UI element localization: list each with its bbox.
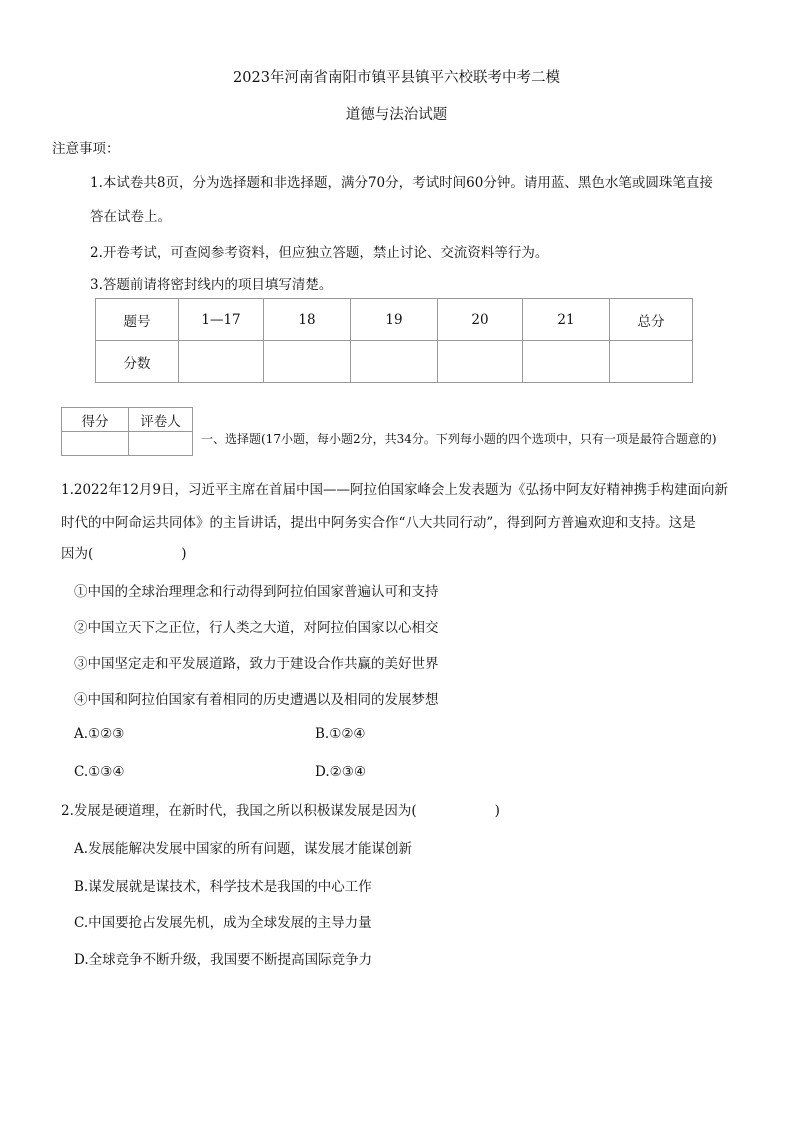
score-cell[interactable] xyxy=(438,341,523,383)
q1-statement-2: ②中国立天下之正位，行人类之大道，对阿拉伯国家以心相交 xyxy=(74,620,439,636)
score-cell[interactable] xyxy=(351,341,438,383)
q1-stem-line3: 因为( ) xyxy=(61,546,187,562)
note-item-2: 2.开卷考试，可查阅参考资料，但应独立答题，禁止讨论、交流资料等行为。 xyxy=(90,245,549,261)
grader-score-label: 得分 xyxy=(62,408,129,432)
score-header-cell: 题号 xyxy=(96,299,179,341)
q2-stem: 2.发展是硬道理，在新时代，我国之所以积极谋发展是因为( ) xyxy=(61,803,500,819)
score-header-cell: 18 xyxy=(264,299,351,341)
q2-option-b[interactable]: B.谋发展就是谋技术，科学技术是我国的中心工作 xyxy=(74,879,372,895)
score-cell[interactable] xyxy=(610,341,693,383)
section-heading: 一、选择题(17小题，每小题2分，共34分。下列每小题的四个选项中，只有一项是最符合题意的) xyxy=(201,432,717,446)
q1-option-b[interactable]: B.①②④ xyxy=(315,726,366,742)
score-header-cell: 总分 xyxy=(610,299,693,341)
q1-statement-3: ③中国坚定走和平发展道路，致力于建设合作共赢的美好世界 xyxy=(74,656,439,672)
exam-subtitle: 道德与法治试题 xyxy=(345,107,448,123)
score-table-value-row xyxy=(96,341,693,383)
q2-option-c[interactable]: C.中国要抢占发展先机，成为全球发展的主导力量 xyxy=(74,915,372,931)
q1-option-c[interactable]: C.①③④ xyxy=(74,764,125,780)
grader-name-cell[interactable] xyxy=(129,432,193,456)
q1-statement-4: ④中国和阿拉伯国家有着相同的历史遭遇以及相同的发展梦想 xyxy=(74,692,439,708)
grader-name-label: 评卷人 xyxy=(129,408,193,432)
q1-option-d[interactable]: D.②③④ xyxy=(315,764,366,780)
q1-statement-1: ①中国的全球治理理念和行动得到阿拉伯国家普遍认可和支持 xyxy=(74,584,439,600)
note-item-1-cont: 答在试卷上。 xyxy=(90,209,171,225)
score-cell[interactable] xyxy=(264,341,351,383)
q2-option-d[interactable]: D.全球竞争不断升级，我国要不断提高国际竞争力 xyxy=(74,952,373,968)
score-cell[interactable] xyxy=(523,341,610,383)
notes-heading: 注意事项： xyxy=(52,141,120,157)
q1-option-a[interactable]: A.①②③ xyxy=(74,726,125,742)
score-header-cell: 21 xyxy=(523,299,610,341)
note-item-3: 3.答题前请将密封线内的项目填写清楚。 xyxy=(90,277,333,293)
score-cell[interactable] xyxy=(179,341,264,383)
grader-score-cell[interactable] xyxy=(62,432,129,456)
q2-option-a[interactable]: A.发展能解决发展中国家的所有问题，谋发展才能谋创新 xyxy=(74,841,413,857)
score-header-cell: 1—17 xyxy=(179,299,264,341)
q1-stem-line2: 时代的中阿命运共同体》的主旨讲话，提出中阿务实合作“八大共同行动”，得到阿方普遍欢迎和支持。这是 xyxy=(61,515,696,531)
score-header-cell: 19 xyxy=(351,299,438,341)
score-table-header-row xyxy=(96,299,693,341)
grader-table xyxy=(61,407,193,456)
exam-title: 2023年河南省南阳市镇平县镇平六校联考中考二模 xyxy=(233,70,560,86)
score-table xyxy=(95,298,693,383)
q1-stem-line1: 1.2022年12月9日，习近平主席在首届中国——阿拉伯国家峰会上发表题为《弘扬中阿友好精神携手构建面向新 xyxy=(61,482,729,498)
score-header-cell: 20 xyxy=(438,299,523,341)
score-row-label: 分数 xyxy=(96,341,179,383)
note-item-1: 1.本试卷共8页，分为选择题和非选择题，满分70分，考试时间60分钟。请用蓝、黑色水笔或圆珠笔直接 xyxy=(90,175,713,191)
